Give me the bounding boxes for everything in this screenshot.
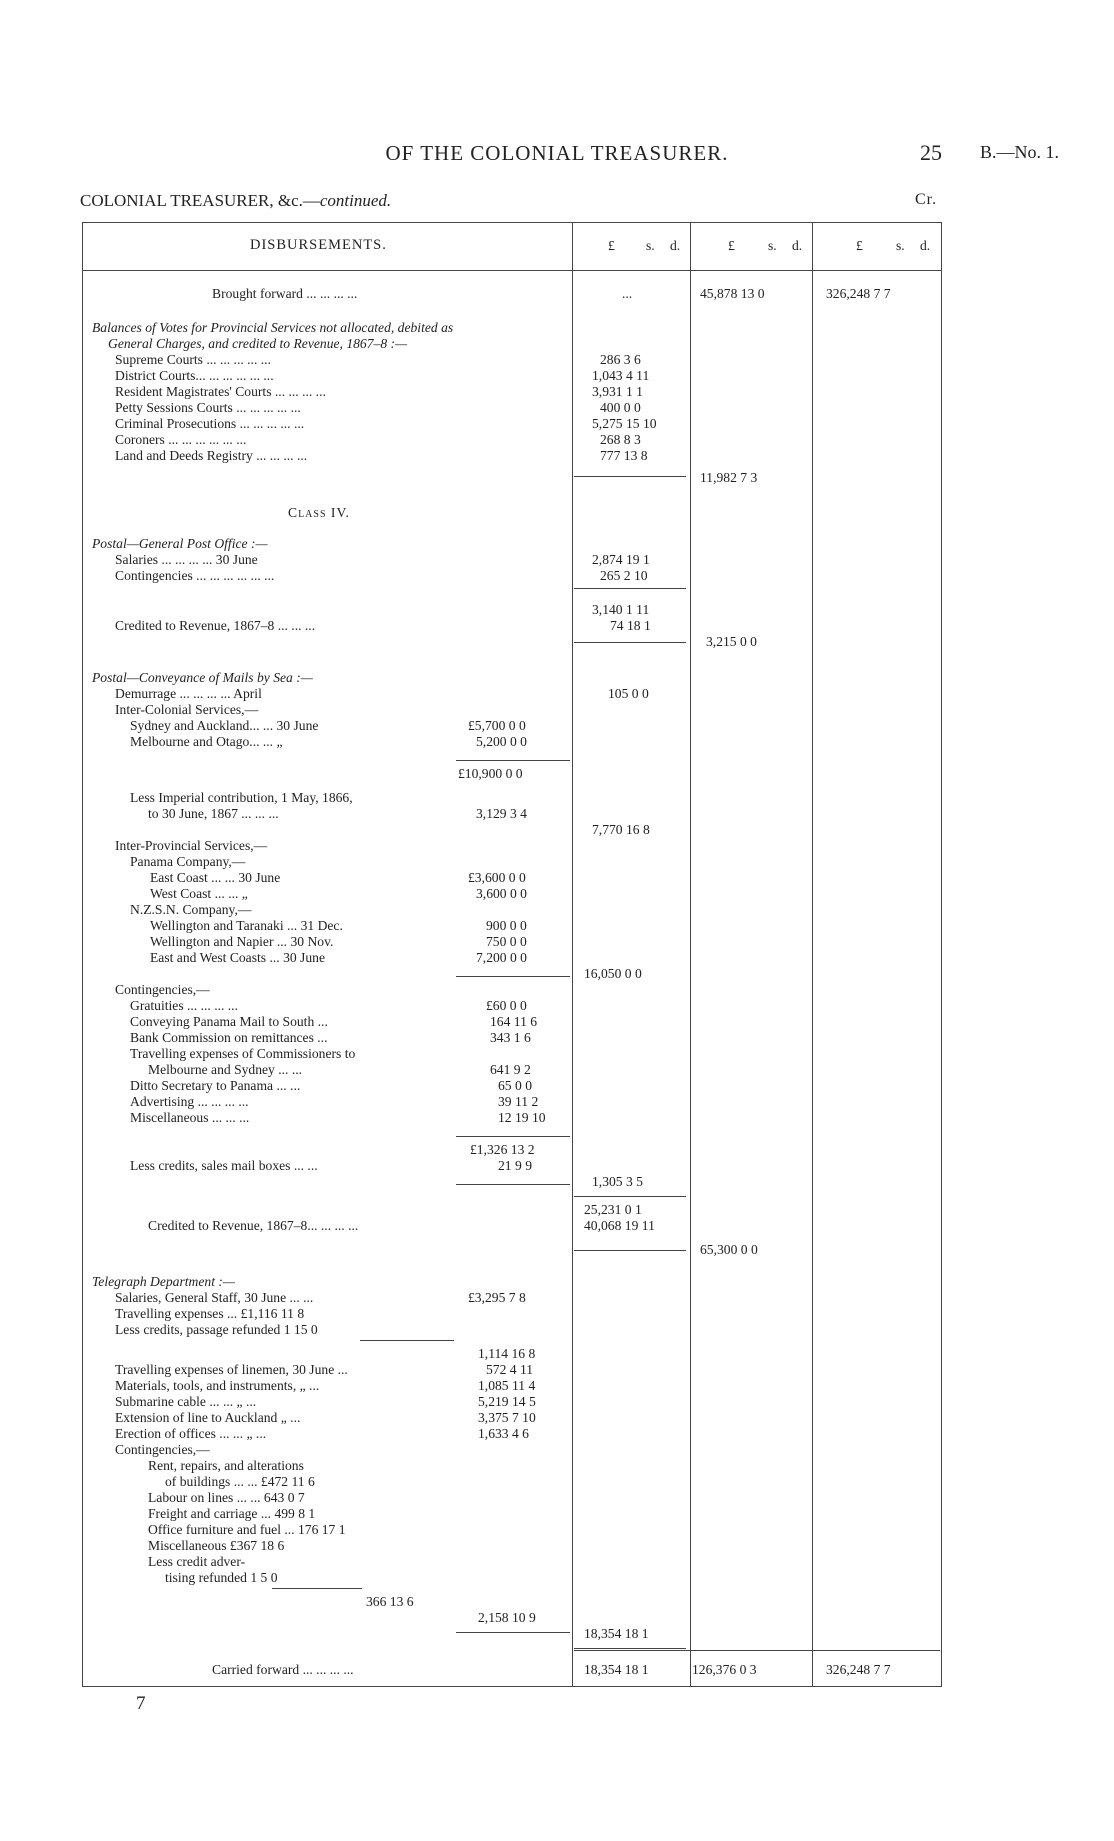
table-row: Inter-Provincial Services,— — [115, 838, 268, 853]
subtotal-rule — [456, 1632, 570, 1633]
table-row: 5,275 15 10 — [592, 416, 657, 431]
table-row: 7,770 16 8 — [592, 822, 650, 837]
section-heading-continued: continued. — [319, 191, 392, 210]
table-row: Inter-Colonial Services,— — [115, 702, 259, 717]
pounds-header-1: £ — [608, 238, 615, 253]
table-row: Salaries ... ... ... ... 30 June — [115, 552, 258, 567]
table-row: Travelling expenses of linemen, 30 June ... — [115, 1362, 348, 1377]
table-row: £1,326 13 2 — [470, 1142, 535, 1157]
pence-header-3: d. — [920, 238, 931, 253]
subtotal-rule — [574, 588, 686, 589]
table-row: Miscellaneous ... ... ... — [130, 1110, 250, 1125]
table-row: 5,219 14 5 — [478, 1394, 536, 1409]
table-row: Travelling expenses ... £1,116 11 8 — [115, 1306, 305, 1321]
table-row: 25,231 0 1 — [584, 1202, 642, 1217]
table-row: Freight and carriage ... 499 8 1 — [148, 1506, 316, 1521]
table-row: 65 0 0 — [498, 1078, 532, 1093]
table-row: Petty Sessions Courts ... ... ... ... ... — [115, 400, 301, 415]
subtotal-rule — [574, 1196, 686, 1197]
table-row: 572 4 11 — [486, 1362, 534, 1377]
table-row: Submarine cable ... ... „ ... — [115, 1394, 257, 1409]
table-row: East and West Coasts ... 30 June — [150, 950, 325, 965]
subtotal-rule — [574, 1250, 686, 1251]
table-row: Less credits, sales mail boxes ... ... — [130, 1158, 318, 1173]
table-row: Class IV. — [288, 505, 350, 520]
table-row: Contingencies,— — [115, 982, 210, 997]
table-row: 11,982 7 3 — [700, 470, 758, 485]
table-row: £60 0 0 — [486, 998, 527, 1013]
table-row: 39 11 2 — [498, 1094, 539, 1109]
pence-header-1: d. — [670, 238, 681, 253]
table-row: 7,200 0 0 — [476, 950, 527, 965]
carried-forward-rule — [574, 1650, 940, 1651]
subtotal-rule — [456, 760, 570, 761]
subtotal-rule — [574, 476, 686, 477]
shillings-header-1: s. — [646, 238, 655, 253]
table-row: 326,248 7 7 — [826, 286, 891, 301]
table-row: Wellington and Napier ... 30 Nov. — [150, 934, 334, 949]
table-row: Balances of Votes for Provincial Services not allocated, debited as — [92, 320, 454, 335]
table-row: 1,633 4 6 — [478, 1426, 529, 1441]
table-row: Less credits, passage refunded 1 15 0 — [115, 1322, 318, 1337]
pence-header-2: d. — [792, 238, 803, 253]
table-row: ... — [622, 286, 633, 301]
table-row: 1,305 3 5 — [592, 1174, 643, 1189]
shillings-header-3: s. — [896, 238, 905, 253]
subtotal-rule — [272, 1588, 362, 1589]
heading-rule — [82, 270, 942, 271]
table-row: Materials, tools, and instruments, „ ... — [115, 1378, 320, 1393]
table-row: 900 0 0 — [486, 918, 527, 933]
table-row: 2,874 19 1 — [592, 552, 650, 567]
table-row: 1,043 4 11 — [592, 368, 650, 383]
table-row: 750 0 0 — [486, 934, 527, 949]
table-row: Sydney and Auckland... ... 30 June — [130, 718, 319, 733]
table-row: Postal—General Post Office :— — [92, 536, 268, 551]
document-reference: B.—No. 1. — [980, 142, 1060, 162]
table-row: 12 19 10 — [498, 1110, 546, 1125]
subtotal-rule — [456, 1136, 570, 1137]
table-row: Supreme Courts ... ... ... ... ... — [115, 352, 271, 367]
table-row: Salaries, General Staff, 30 June ... ... — [115, 1290, 314, 1305]
table-row: 21 9 9 — [498, 1158, 532, 1173]
table-row: 1,114 16 8 — [478, 1346, 536, 1361]
table-row: Contingencies,— — [115, 1442, 210, 1457]
table-row: 164 11 6 — [490, 1014, 538, 1029]
table-row: Demurrage ... ... ... ... April — [115, 686, 262, 701]
table-row: 1,085 11 4 — [478, 1378, 536, 1393]
table-row: 65,300 0 0 — [700, 1242, 758, 1257]
table-row: 3,600 0 0 — [476, 886, 527, 901]
section-heading — [80, 191, 391, 211]
table-row: 777 13 8 — [600, 448, 648, 463]
table-row: 74 18 1 — [610, 618, 651, 633]
table-row: 45,878 13 0 — [700, 286, 765, 301]
subtotal-rule — [574, 642, 686, 643]
table-row: Miscellaneous £367 18 6 — [148, 1538, 285, 1553]
table-row: Land and Deeds Registry ... ... ... ... — [115, 448, 308, 463]
table-row: of buildings ... ... £472 11 6 — [165, 1474, 315, 1489]
table-row: £10,900 0 0 — [458, 766, 523, 781]
table-row: Labour on lines ... ... 643 0 7 — [148, 1490, 305, 1505]
table-row: Brought forward ... ... ... ... — [212, 286, 358, 301]
section-heading-main: COLONIAL TREASURER, &c.— — [80, 191, 320, 210]
signature-mark: 7 — [136, 1693, 146, 1714]
table-row: Telegraph Department :— — [92, 1274, 235, 1289]
table-row: 3,375 7 10 — [478, 1410, 536, 1425]
pounds-header-2: £ — [728, 238, 735, 253]
table-row: 3,215 0 0 — [706, 634, 757, 649]
table-row: 18,354 18 1 — [584, 1626, 649, 1641]
subtotal-rule — [456, 1184, 570, 1185]
table-row: Extension of line to Auckland „ ... — [115, 1410, 301, 1425]
table-row: Advertising ... ... ... ... — [130, 1094, 249, 1109]
table-row: tising refunded 1 5 0 — [165, 1570, 278, 1585]
table-row: 268 8 3 — [600, 432, 641, 447]
pounds-header-3: £ — [856, 238, 863, 253]
shillings-header-2: s. — [768, 238, 777, 253]
table-row: to 30 June, 1867 ... ... ... — [148, 806, 279, 821]
table-row: Resident Magistrates' Courts ... ... ... ... — [115, 384, 326, 399]
table-row: Coroners ... ... ... ... ... ... — [115, 432, 247, 447]
table-row: £3,295 7 8 — [468, 1290, 526, 1305]
column-divider — [812, 222, 813, 1686]
table-row: Carried forward ... ... ... ... — [212, 1662, 354, 1677]
table-row: 105 0 0 — [608, 686, 649, 701]
subtotal-rule — [574, 1648, 686, 1649]
table-row: 641 9 2 — [490, 1062, 531, 1077]
table-row: Gratuities ... ... ... ... — [130, 998, 238, 1013]
table-row: £3,600 0 0 — [468, 870, 526, 885]
table-row: 16,050 0 0 — [584, 966, 642, 981]
table-row: District Courts... ... ... ... ... ... — [115, 368, 274, 383]
table-row: 5,200 0 0 — [476, 734, 527, 749]
table-row: Postal—Conveyance of Mails by Sea :— — [92, 670, 313, 685]
subtotal-rule — [360, 1340, 454, 1341]
credit-label: Cr. — [915, 191, 938, 208]
table-row: General Charges, and credited to Revenue, 1867–8 :— — [108, 336, 408, 351]
table-row: 286 3 6 — [600, 352, 641, 367]
table-row: Less Imperial contribution, 1 May, 1866, — [130, 790, 353, 805]
page-number: 25 — [920, 140, 942, 165]
table-row: N.Z.S.N. Company,— — [130, 902, 252, 917]
table-row: Erection of offices ... ... „ ... — [115, 1426, 267, 1441]
table-row: 400 0 0 — [600, 400, 641, 415]
table-row: Bank Commission on remittances ... — [130, 1030, 328, 1045]
table-row: 343 1 6 — [490, 1030, 531, 1045]
table-row: Ditto Secretary to Panama ... ... — [130, 1078, 301, 1093]
table-row: 366 13 6 — [366, 1594, 414, 1609]
table-row: 40,068 19 11 — [584, 1218, 655, 1233]
table-row: Wellington and Taranaki ... 31 Dec. — [150, 918, 343, 933]
table-row: Credited to Revenue, 1867–8... ... ... ... — [148, 1218, 359, 1233]
table-row: 3,931 1 1 — [592, 384, 643, 399]
table-row: 326,248 7 7 — [826, 1662, 891, 1677]
table-row: Less credit adver- — [148, 1554, 246, 1569]
column-heading: DISBURSEMENTS. — [250, 237, 387, 253]
table-row: 3,129 3 4 — [476, 806, 527, 821]
table-row: Criminal Prosecutions ... ... ... ... ... — [115, 416, 305, 431]
table-row: West Coast ... ... „ — [150, 886, 248, 901]
table-row: Melbourne and Sydney ... ... — [148, 1062, 303, 1077]
table-row: 18,354 18 1 — [584, 1662, 649, 1677]
table-row: 126,376 0 3 — [692, 1662, 757, 1677]
table-row: Rent, repairs, and alterations — [148, 1458, 304, 1473]
table-row: Conveying Panama Mail to South ... — [130, 1014, 328, 1029]
table-row: Travelling expenses of Commissioners to — [130, 1046, 356, 1061]
table-row: Credited to Revenue, 1867–8 ... ... ... — [115, 618, 316, 633]
table-row: Office furniture and fuel ... 176 17 1 — [148, 1522, 346, 1537]
column-divider — [690, 222, 691, 1686]
table-row: 3,140 1 11 — [592, 602, 650, 617]
table-row: 265 2 10 — [600, 568, 648, 583]
table-row: Panama Company,— — [130, 854, 246, 869]
running-title: OF THE COLONIAL TREASURER. — [385, 141, 729, 165]
table-row: Melbourne and Otago... ... „ — [130, 734, 283, 749]
table-row: Contingencies ... ... ... ... ... ... — [115, 568, 275, 583]
subtotal-rule — [456, 976, 570, 977]
table-row: East Coast ... ... 30 June — [150, 870, 281, 885]
table-row: 2,158 10 9 — [478, 1610, 536, 1625]
table-row: £5,700 0 0 — [468, 718, 526, 733]
column-divider — [572, 222, 573, 1686]
